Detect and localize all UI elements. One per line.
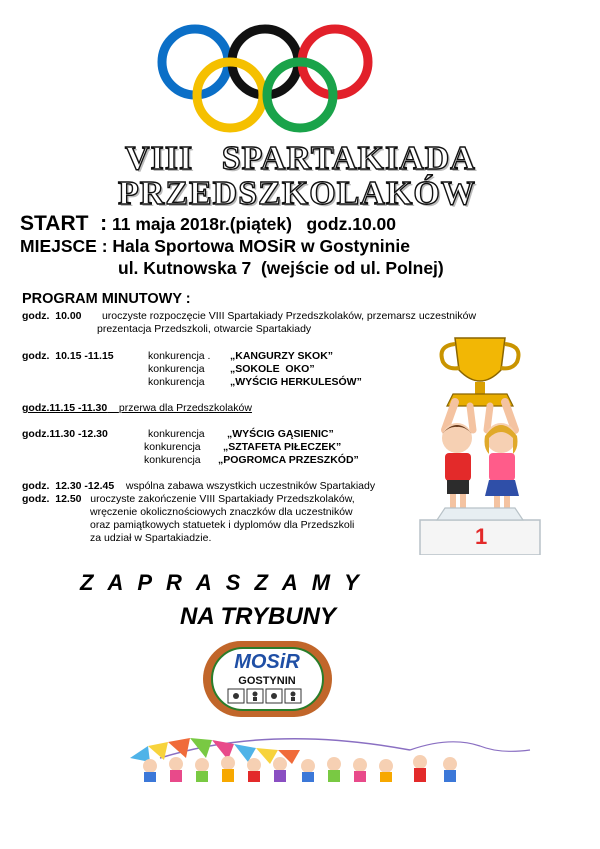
program-row: wręczenie okolicznościowych znaczków dla uczestników <box>90 506 353 518</box>
program-row: godz. 10.00 uroczyste rozpoczęcie VIII Spartakiady Przedszkolaków, przemarsz uczestników <box>22 310 477 322</box>
info-block <box>20 213 444 279</box>
children-illustration <box>120 728 540 783</box>
program-row: godz. 12.30 -12.45 wspólna zabawa wszystkich uczestników Spartakiady <box>22 480 376 492</box>
event-kangurzy-skok: „KANGURZY SKOK” <box>230 350 334 362</box>
start-value: 11 maja 2018r.(piątek) godz.10.00 <box>111 214 397 234</box>
start-label: START : <box>20 212 108 235</box>
program-row-break: godz.11.15 -11.30 przerwa dla Przedszkolaków <box>22 402 252 414</box>
invite-line-1: ZAPRASZAMY <box>80 570 373 595</box>
event-label: konkurencja <box>144 441 201 453</box>
event-wyscig-herkulesow: „WYŚCIG HERKULESÓW” <box>230 376 362 388</box>
olympic-rings <box>150 20 380 135</box>
address: ul. Kutnowska 7 (wejście od ul. Polnej) <box>118 258 444 278</box>
program-row-time: godz.11.30 -12.30 <box>22 428 108 440</box>
event-label: konkurencja <box>148 376 205 388</box>
podium-place-number: 1 <box>475 524 488 549</box>
mosir-gostynin-logo <box>200 638 335 720</box>
event-label: konkurencja . <box>148 350 211 362</box>
event-label: konkurencja <box>144 454 201 466</box>
title-line-2: PRZEDSZKOLAKÓW <box>118 175 476 212</box>
program-row: prezentacja Przedszkoli, otwarcie Spartakiady <box>97 323 312 335</box>
place-value: Hala Sportowa MOSiR w Gostyninie <box>112 236 410 256</box>
program-row: oraz pamiątkowych statuetek i dyplomów dla Przedszkoli <box>90 519 355 531</box>
program-row: godz. 12.50 uroczyste zakończenie VIII Spartakiady Przedszkolaków, <box>22 493 355 505</box>
program-row: za udział w Spartakiadzie. <box>90 532 212 544</box>
event-sztafeta-pileczek: „SZTAFETA PIŁECZEK” <box>223 441 342 453</box>
invite-line-2: NA TRYBUNY <box>180 603 337 630</box>
trophy-podium-illustration <box>415 330 545 555</box>
place-label: MIEJSCE : <box>20 236 108 256</box>
event-wyscig-gasienic: „WYŚCIG GĄSIENIC” <box>227 428 334 440</box>
program-row-time: godz. 10.15 -11.15 <box>22 350 114 362</box>
event-label: konkurencja <box>148 363 205 375</box>
title-line-1: VIII SPARTAKIADA <box>125 140 476 177</box>
program-heading: PROGRAM MINUTOWY : <box>22 291 191 307</box>
logo-brand: MOSiR <box>234 651 300 673</box>
event-pogromca-przeszkod: „POGROMCA PRZESZKÓD” <box>218 454 359 466</box>
logo-city: GOSTYNIN <box>238 675 296 687</box>
event-label: konkurencja <box>148 428 205 440</box>
event-sokole-oko: „SOKOLE OKO” <box>230 363 315 375</box>
